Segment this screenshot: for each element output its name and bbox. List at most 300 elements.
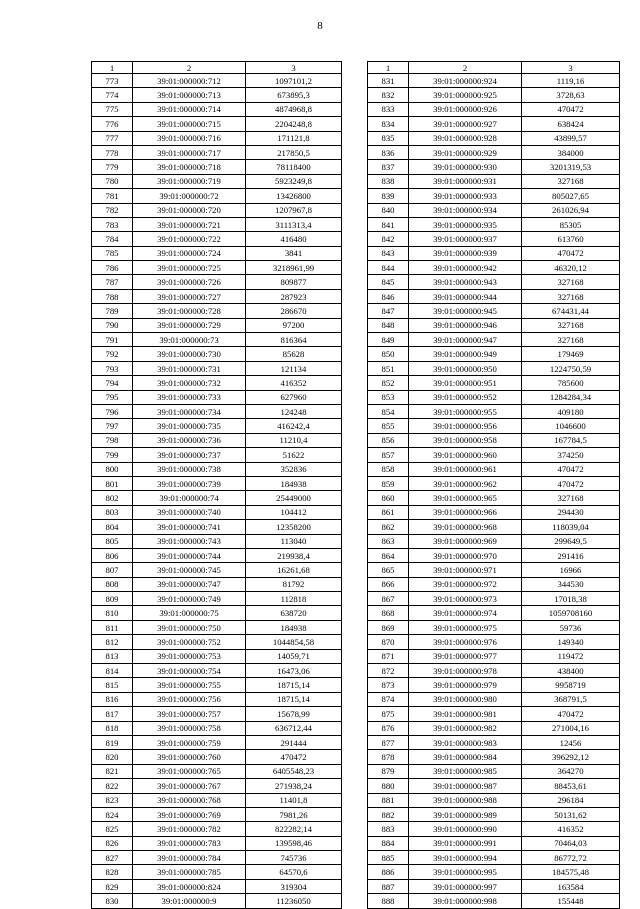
value-cell: 167784,5	[522, 433, 620, 447]
cadastral-number-cell: 39:01:000000:978	[409, 664, 522, 678]
row-number-cell: 824	[92, 807, 133, 821]
row-number-cell: 873	[368, 678, 409, 692]
cadastral-number-cell: 39:01:000000:719	[133, 174, 246, 188]
row-number-cell: 840	[368, 203, 409, 217]
header-cell-col2: 2	[133, 62, 246, 74]
value-cell: 6405548,23	[246, 764, 342, 778]
cadastral-number-cell: 39:01:000000:975	[409, 620, 522, 634]
table-row	[368, 692, 620, 706]
table-row	[368, 390, 620, 404]
table-row	[92, 822, 342, 836]
table-row	[368, 347, 620, 361]
cadastral-number-cell: 39:01:000000:942	[409, 261, 522, 275]
table-row	[92, 131, 342, 145]
value-cell: 674431,44	[522, 304, 620, 318]
value-cell: 291416	[522, 548, 620, 562]
table-row	[92, 548, 342, 562]
row-number-cell: 835	[368, 131, 409, 145]
value-cell: 1284284,34	[522, 390, 620, 404]
cadastral-number-cell: 39:01:000000:730	[133, 347, 246, 361]
cadastral-number-cell: 39:01:000000:727	[133, 289, 246, 303]
value-cell: 1059708160	[522, 606, 620, 620]
value-cell: 121134	[246, 361, 342, 375]
cadastral-number-cell: 39:01:000000:767	[133, 779, 246, 793]
value-cell: 184938	[246, 476, 342, 490]
value-cell: 85305	[522, 217, 620, 231]
row-number-cell: 884	[368, 836, 409, 850]
value-cell: 78118400	[246, 160, 342, 174]
cadastral-number-cell: 39:01:000000:971	[409, 563, 522, 577]
cadastral-number-cell: 39:01:000000:991	[409, 836, 522, 850]
cadastral-number-cell: 39:01:000000:729	[133, 318, 246, 332]
row-number-cell: 864	[368, 548, 409, 562]
row-number-cell: 810	[92, 606, 133, 620]
cadastral-number-cell: 39:01:000000:717	[133, 145, 246, 159]
row-number-cell: 799	[92, 448, 133, 462]
table-row	[92, 563, 342, 577]
table-row	[368, 304, 620, 318]
page-number: 8	[317, 20, 323, 32]
table-row	[92, 534, 342, 548]
header-cell-col2: 2	[409, 62, 522, 74]
cadastral-number-cell: 39:01:000000:961	[409, 462, 522, 476]
cadastral-number-cell: 39:01:000000:750	[133, 620, 246, 634]
row-number-cell: 834	[368, 117, 409, 131]
value-cell: 3728,63	[522, 88, 620, 102]
table-row	[92, 304, 342, 318]
table-row	[92, 476, 342, 490]
row-number-cell: 823	[92, 793, 133, 807]
value-cell: 261026,94	[522, 203, 620, 217]
value-cell: 364270	[522, 764, 620, 778]
row-number-cell: 795	[92, 390, 133, 404]
header-cell-col3: 3	[246, 62, 342, 74]
table-row	[368, 592, 620, 606]
row-number-cell: 818	[92, 721, 133, 735]
cadastral-number-cell: 39:01:000000:947	[409, 333, 522, 347]
table-row	[92, 836, 342, 850]
cadastral-number-cell: 39:01:000000:965	[409, 491, 522, 505]
cadastral-number-cell: 39:01:000000:754	[133, 664, 246, 678]
row-number-cell: 804	[92, 520, 133, 534]
cadastral-number-cell: 39:01:000000:756	[133, 692, 246, 706]
table-row	[92, 74, 342, 88]
table-row	[368, 476, 620, 490]
row-number-cell: 787	[92, 275, 133, 289]
table-row	[368, 534, 620, 548]
row-number-cell: 805	[92, 534, 133, 548]
cadastral-number-cell: 39:01:000000:949	[409, 347, 522, 361]
row-number-cell: 774	[92, 88, 133, 102]
value-cell: 822282,14	[246, 822, 342, 836]
value-cell: 118039,04	[522, 520, 620, 534]
value-cell: 327168	[522, 333, 620, 347]
value-cell: 50131,62	[522, 807, 620, 821]
value-cell: 294430	[522, 505, 620, 519]
cadastral-number-cell: 39:01:000000:926	[409, 102, 522, 116]
value-cell: 88453,61	[522, 779, 620, 793]
cadastral-number-cell: 39:01:000000:977	[409, 649, 522, 663]
cadastral-number-cell: 39:01:000000:737	[133, 448, 246, 462]
row-number-cell: 789	[92, 304, 133, 318]
cadastral-number-cell: 39:01:000000:749	[133, 592, 246, 606]
row-number-cell: 879	[368, 764, 409, 778]
row-number-cell: 788	[92, 289, 133, 303]
cadastral-number-cell: 39:01:000000:728	[133, 304, 246, 318]
table-row	[92, 145, 342, 159]
cadastral-number-cell: 39:01:000000:969	[409, 534, 522, 548]
value-cell: 2204248,8	[246, 117, 342, 131]
row-number-cell: 775	[92, 102, 133, 116]
row-number-cell: 859	[368, 476, 409, 490]
cadastral-number-cell: 39:01:000000:765	[133, 764, 246, 778]
value-cell: 470472	[522, 246, 620, 260]
cadastral-number-cell: 39:01:000000:960	[409, 448, 522, 462]
value-cell: 299649,5	[522, 534, 620, 548]
table-row	[92, 707, 342, 721]
row-number-cell: 798	[92, 433, 133, 447]
cadastral-number-cell: 39:01:000000:738	[133, 462, 246, 476]
table-row	[92, 491, 342, 505]
value-cell: 104412	[246, 505, 342, 519]
cadastral-number-cell: 39:01:000000:925	[409, 88, 522, 102]
table-row	[368, 117, 620, 131]
value-cell: 9958719	[522, 678, 620, 692]
cadastral-number-cell: 39:01:000000:987	[409, 779, 522, 793]
cadastral-number-cell: 39:01:000000:768	[133, 793, 246, 807]
table-row	[92, 246, 342, 260]
table-row	[368, 879, 620, 893]
row-number-cell: 844	[368, 261, 409, 275]
row-number-cell: 882	[368, 807, 409, 821]
table-row	[368, 448, 620, 462]
row-number-cell: 842	[368, 232, 409, 246]
value-cell: 627960	[246, 390, 342, 404]
value-cell: 638424	[522, 117, 620, 131]
table-row	[368, 491, 620, 505]
row-number-cell: 816	[92, 692, 133, 706]
row-number-cell: 831	[368, 74, 409, 88]
table-row	[368, 822, 620, 836]
table-row	[92, 851, 342, 865]
table-row	[368, 721, 620, 735]
row-number-cell: 827	[92, 851, 133, 865]
cadastral-number-cell: 39:01:000000:712	[133, 74, 246, 88]
table-row	[92, 649, 342, 663]
row-number-cell: 878	[368, 750, 409, 764]
value-cell: 14059,71	[246, 649, 342, 663]
value-cell: 13426800	[246, 189, 342, 203]
table-row	[92, 289, 342, 303]
value-cell: 296184	[522, 793, 620, 807]
table-row	[368, 419, 620, 433]
header-cell-col1: 1	[368, 62, 409, 74]
cadastral-number-cell: 39:01:000000:720	[133, 203, 246, 217]
table-row	[368, 232, 620, 246]
cadastral-number-cell: 39:01:000000:970	[409, 548, 522, 562]
value-cell: 171121,8	[246, 131, 342, 145]
row-number-cell: 821	[92, 764, 133, 778]
table-row	[368, 678, 620, 692]
row-number-cell: 808	[92, 577, 133, 591]
table-row	[92, 318, 342, 332]
row-number-cell: 794	[92, 376, 133, 390]
cadastral-number-cell: 39:01:000000:928	[409, 131, 522, 145]
row-number-cell: 783	[92, 217, 133, 231]
cadastral-number-cell: 39:01:000000:988	[409, 793, 522, 807]
row-number-cell: 839	[368, 189, 409, 203]
table-row	[92, 505, 342, 519]
table-row	[92, 750, 342, 764]
row-number-cell: 845	[368, 275, 409, 289]
row-number-cell: 870	[368, 635, 409, 649]
table-row	[368, 664, 620, 678]
table-row	[368, 261, 620, 275]
table-row	[368, 160, 620, 174]
cadastral-number-cell: 39:01:000000:784	[133, 851, 246, 865]
table-row	[92, 203, 342, 217]
cadastral-number-cell: 39:01:000000:946	[409, 318, 522, 332]
table-row	[368, 102, 620, 116]
row-number-cell: 866	[368, 577, 409, 591]
cadastral-number-cell: 39:01:000000:974	[409, 606, 522, 620]
row-number-cell: 888	[368, 894, 409, 908]
table-row	[92, 793, 342, 807]
row-number-cell: 862	[368, 520, 409, 534]
value-cell: 805027,65	[522, 189, 620, 203]
row-number-cell: 813	[92, 649, 133, 663]
table-row	[368, 750, 620, 764]
table-row	[92, 807, 342, 821]
cadastral-number-cell: 39:01:000000:968	[409, 520, 522, 534]
cadastral-number-cell: 39:01:000000:990	[409, 822, 522, 836]
row-number-cell: 800	[92, 462, 133, 476]
table-row	[92, 692, 342, 706]
cadastral-number-cell: 39:01:000000:973	[409, 592, 522, 606]
table-row	[92, 361, 342, 375]
table-row	[368, 851, 620, 865]
row-number-cell: 865	[368, 563, 409, 577]
table-row	[368, 764, 620, 778]
table-row	[368, 203, 620, 217]
table-row	[92, 592, 342, 606]
header-cell-col1: 1	[92, 62, 133, 74]
cadastral-number-cell: 39:01:000000:997	[409, 879, 522, 893]
cadastral-number-cell: 39:01:000000:985	[409, 764, 522, 778]
row-number-cell: 830	[92, 894, 133, 908]
cadastral-number-cell: 39:01:000000:747	[133, 577, 246, 591]
table-row	[92, 678, 342, 692]
cadastral-number-cell: 39:01:000000:955	[409, 404, 522, 418]
value-cell: 155448	[522, 894, 620, 908]
cadastral-number-cell: 39:01:000000:758	[133, 721, 246, 735]
row-number-cell: 802	[92, 491, 133, 505]
table-row	[92, 333, 342, 347]
row-number-cell: 854	[368, 404, 409, 418]
table-row	[368, 145, 620, 159]
row-number-cell: 806	[92, 548, 133, 562]
row-number-cell: 820	[92, 750, 133, 764]
cadastral-number-cell: 39:01:000000:725	[133, 261, 246, 275]
row-number-cell: 819	[92, 735, 133, 749]
table-row	[368, 131, 620, 145]
cadastral-number-cell: 39:01:000000:73	[133, 333, 246, 347]
cadastral-number-cell: 39:01:000000:994	[409, 851, 522, 865]
value-cell: 1046600	[522, 419, 620, 433]
table-row	[92, 189, 342, 203]
table-row	[92, 577, 342, 591]
value-cell: 396292,12	[522, 750, 620, 764]
value-cell: 46320,12	[522, 261, 620, 275]
cadastral-number-cell: 39:01:000000:760	[133, 750, 246, 764]
row-number-cell: 877	[368, 735, 409, 749]
cadastral-number-cell: 39:01:000000:726	[133, 275, 246, 289]
value-cell: 219938,4	[246, 548, 342, 562]
data-table-right	[367, 61, 620, 909]
value-cell: 17018,38	[522, 592, 620, 606]
table-row	[368, 74, 620, 88]
row-number-cell: 853	[368, 390, 409, 404]
row-number-cell: 792	[92, 347, 133, 361]
table-row	[368, 88, 620, 102]
value-cell: 86772,72	[522, 851, 620, 865]
value-cell: 184938	[246, 620, 342, 634]
value-cell: 638720	[246, 606, 342, 620]
value-cell: 51622	[246, 448, 342, 462]
table-row	[92, 88, 342, 102]
value-cell: 1224750,59	[522, 361, 620, 375]
value-cell: 470472	[522, 102, 620, 116]
cadastral-number-cell: 39:01:000000:9	[133, 894, 246, 908]
value-cell: 344530	[522, 577, 620, 591]
table-row	[92, 275, 342, 289]
row-number-cell: 807	[92, 563, 133, 577]
value-cell: 11210,4	[246, 433, 342, 447]
row-number-cell: 872	[368, 664, 409, 678]
value-cell: 1097101,2	[246, 74, 342, 88]
value-cell: 286670	[246, 304, 342, 318]
table-row	[368, 635, 620, 649]
value-cell: 470472	[522, 476, 620, 490]
row-number-cell: 852	[368, 376, 409, 390]
table-row	[368, 361, 620, 375]
value-cell: 124248	[246, 404, 342, 418]
row-number-cell: 851	[368, 361, 409, 375]
row-number-cell: 782	[92, 203, 133, 217]
row-number-cell: 796	[92, 404, 133, 418]
cadastral-number-cell: 39:01:000000:983	[409, 735, 522, 749]
cadastral-number-cell: 39:01:000000:980	[409, 692, 522, 706]
cadastral-number-cell: 39:01:000000:731	[133, 361, 246, 375]
row-number-cell: 784	[92, 232, 133, 246]
value-cell: 416352	[246, 376, 342, 390]
cadastral-number-cell: 39:01:000000:736	[133, 433, 246, 447]
row-number-cell: 850	[368, 347, 409, 361]
value-cell: 12456	[522, 735, 620, 749]
table-row	[368, 807, 620, 821]
table-row	[368, 649, 620, 663]
row-number-cell: 793	[92, 361, 133, 375]
value-cell: 816364	[246, 333, 342, 347]
table-row	[368, 404, 620, 418]
row-number-cell: 883	[368, 822, 409, 836]
cadastral-number-cell: 39:01:000000:741	[133, 520, 246, 534]
row-number-cell: 791	[92, 333, 133, 347]
header-cell-col3: 3	[522, 62, 620, 74]
value-cell: 374250	[522, 448, 620, 462]
cadastral-number-cell: 39:01:000000:956	[409, 419, 522, 433]
row-number-cell: 811	[92, 620, 133, 634]
table-row	[92, 664, 342, 678]
value-cell: 368791,5	[522, 692, 620, 706]
cadastral-number-cell: 39:01:000000:924	[409, 74, 522, 88]
row-number-cell: 885	[368, 851, 409, 865]
cadastral-number-cell: 39:01:000000:979	[409, 678, 522, 692]
value-cell: 409180	[522, 404, 620, 418]
row-number-cell: 785	[92, 246, 133, 260]
table-row	[92, 160, 342, 174]
value-cell: 416352	[522, 822, 620, 836]
value-cell: 15678,99	[246, 707, 342, 721]
table-row	[92, 102, 342, 116]
row-number-cell: 838	[368, 174, 409, 188]
table-row	[368, 836, 620, 850]
cadastral-number-cell: 39:01:000000:952	[409, 390, 522, 404]
cadastral-number-cell: 39:01:000000:722	[133, 232, 246, 246]
cadastral-number-cell: 39:01:000000:734	[133, 404, 246, 418]
row-number-cell: 812	[92, 635, 133, 649]
table-header-row	[92, 62, 342, 74]
cadastral-number-cell: 39:01:000000:753	[133, 649, 246, 663]
row-number-cell: 777	[92, 131, 133, 145]
value-cell: 636712,44	[246, 721, 342, 735]
table-row	[92, 779, 342, 793]
row-number-cell: 869	[368, 620, 409, 634]
table-row	[368, 333, 620, 347]
value-cell: 97200	[246, 318, 342, 332]
value-cell: 12358200	[246, 520, 342, 534]
value-cell: 327168	[522, 174, 620, 188]
row-number-cell: 860	[368, 491, 409, 505]
value-cell: 70464,03	[522, 836, 620, 850]
row-number-cell: 828	[92, 865, 133, 879]
row-number-cell: 797	[92, 419, 133, 433]
value-cell: 352836	[246, 462, 342, 476]
row-number-cell: 837	[368, 160, 409, 174]
cadastral-number-cell: 39:01:000000:721	[133, 217, 246, 231]
data-table-left	[91, 61, 342, 909]
row-number-cell: 779	[92, 160, 133, 174]
cadastral-number-cell: 39:01:000000:757	[133, 707, 246, 721]
cadastral-number-cell: 39:01:000000:951	[409, 376, 522, 390]
value-cell: 271938,24	[246, 779, 342, 793]
cadastral-number-cell: 39:01:000000:755	[133, 678, 246, 692]
table-row	[92, 217, 342, 231]
value-cell: 785600	[522, 376, 620, 390]
table-row	[92, 390, 342, 404]
table-row	[92, 347, 342, 361]
table-row	[92, 721, 342, 735]
value-cell: 85628	[246, 347, 342, 361]
table-row	[368, 217, 620, 231]
cadastral-number-cell: 39:01:000000:976	[409, 635, 522, 649]
table-row	[92, 879, 342, 893]
cadastral-number-cell: 39:01:000000:943	[409, 275, 522, 289]
row-number-cell: 801	[92, 476, 133, 490]
row-number-cell: 780	[92, 174, 133, 188]
cadastral-number-cell: 39:01:000000:724	[133, 246, 246, 260]
row-number-cell: 863	[368, 534, 409, 548]
